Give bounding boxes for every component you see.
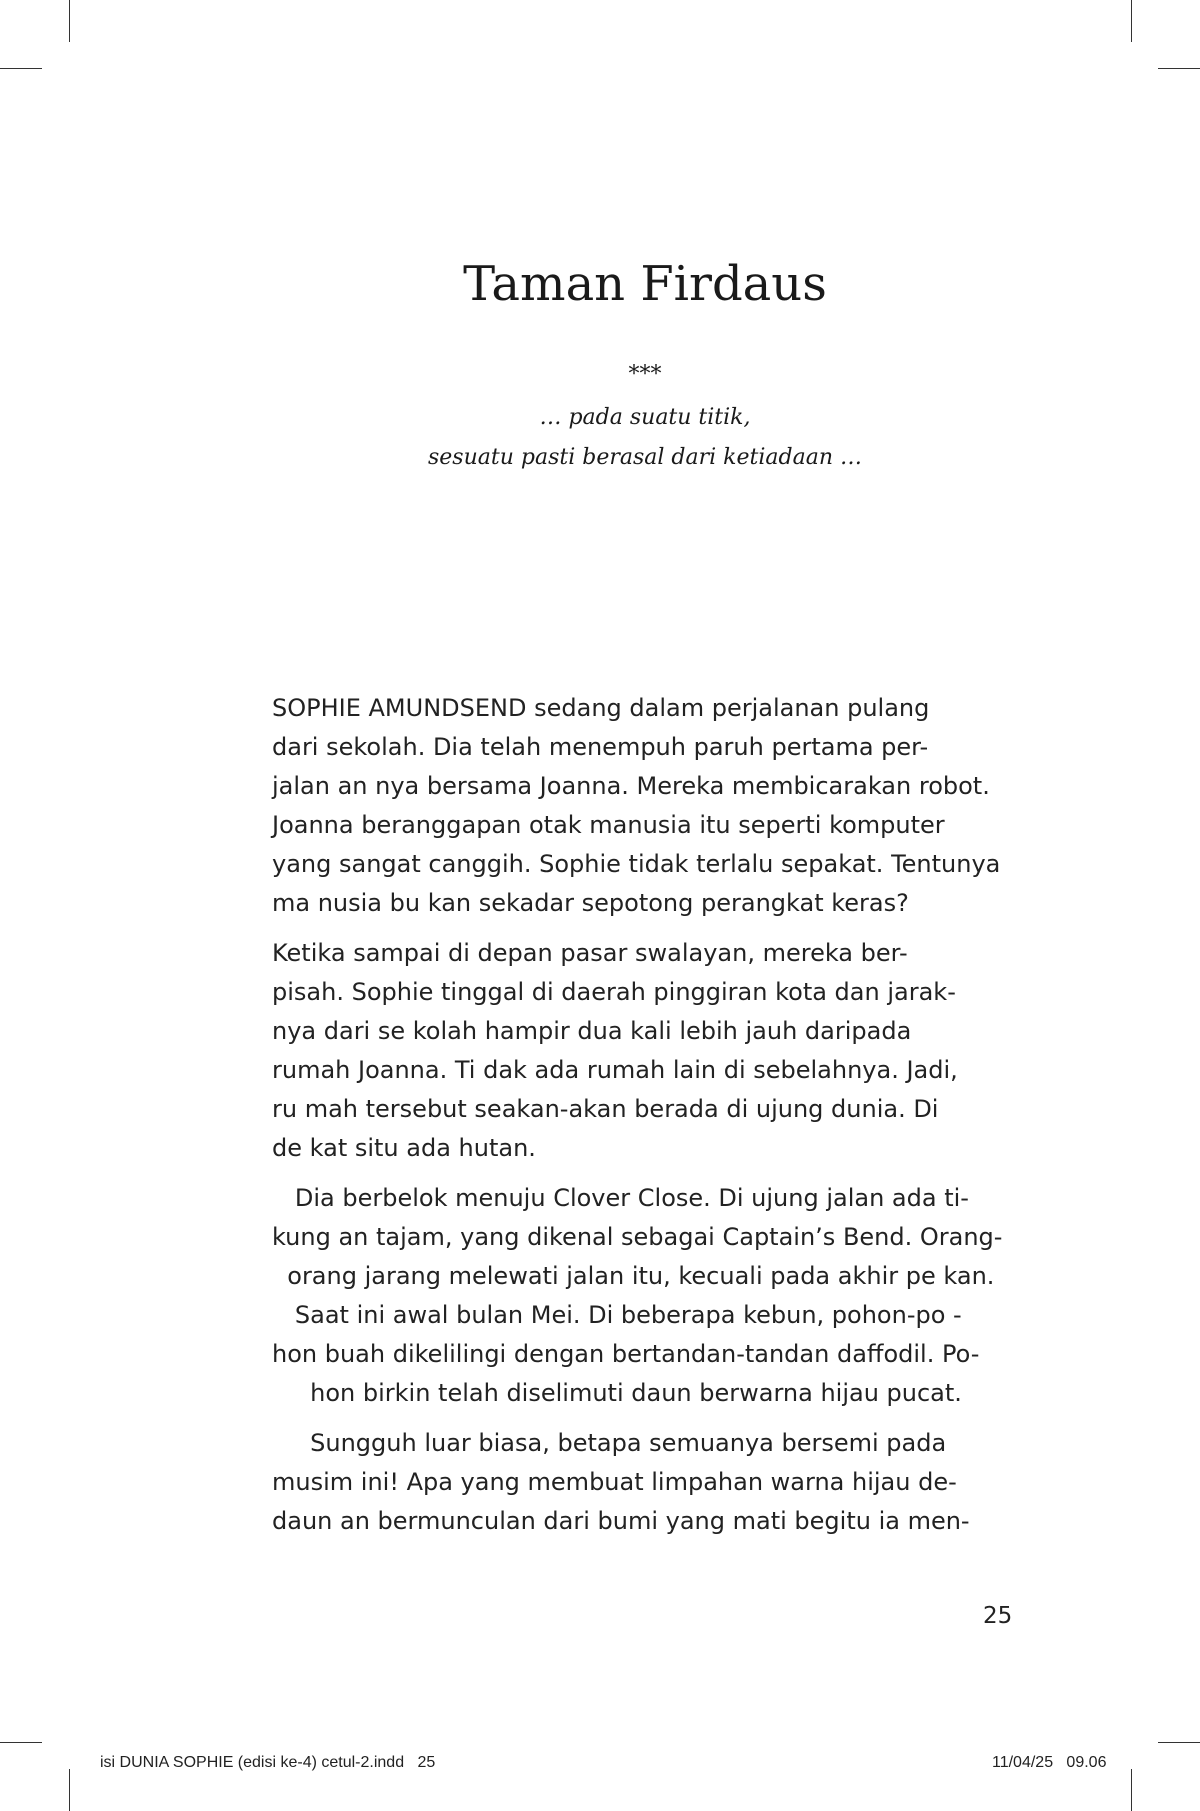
body-line: ru mah tersebut seakan-akan berada di ujung dunia. Di (272, 1095, 939, 1123)
body-line: SOPHIE AMUNDSEND sedang dalam perjalanan pulang (272, 694, 930, 722)
body-line: Joanna beranggapan otak manusia itu seperti komputer (272, 811, 945, 839)
crop-mark-bottom-right (1131, 1769, 1132, 1811)
body-line: musim ini! Apa yang membuat limpahan warna hijau de- (272, 1468, 957, 1496)
body-line: hon buah dikelilingi dengan bertandan-tandan daffodil. Po- (272, 1340, 980, 1368)
body-line: Dia berbelok menuju Clover Close. Di ujung jalan ada ti- (272, 1184, 969, 1212)
body-line: yang sangat canggih. Sophie tidak terlalu sepakat. Tentunya (272, 850, 1001, 878)
body-line: Ketika sampai di depan pasar swalayan, mereka ber- (272, 939, 908, 967)
epigraph (0, 398, 1200, 478)
paragraph-gap (272, 923, 1072, 934)
body-line: nya dari se kolah hampir dua kali lebih jauh daripada (272, 1017, 912, 1045)
body-line: Sungguh luar biasa, betapa semuanya bersemi pada (272, 1429, 947, 1457)
slug-datetime: 11/04/25 09.06 (992, 1754, 1107, 1771)
section-ornament: *** (628, 362, 662, 387)
body-line: jalan an nya bersama Joanna. Mereka membicarakan robot. (272, 772, 990, 800)
crop-mark-bottom-left-h (0, 1742, 42, 1743)
body-line: pisah. Sophie tinggal di daerah pinggiran kota dan jarak- (272, 978, 956, 1006)
body-line: hon birkin telah diselimuti daun berwarna hijau pucat. (272, 1379, 962, 1407)
chapter-title: Taman Firdaus (463, 256, 827, 312)
epigraph-line: … pada suatu titik, (539, 405, 751, 430)
crop-mark-bottom-right-h (1158, 1742, 1200, 1743)
body-line: kung an tajam, yang dikenal sebagai Captain’s Bend. Orang- (272, 1223, 1003, 1251)
slug-filename: isi DUNIA SOPHIE (edisi ke-4) cetul-2.indd 25 (100, 1754, 436, 1771)
epigraph-line: sesuatu pasti berasal dari ketiadaan … (428, 445, 862, 470)
crop-mark-top-right (1131, 0, 1132, 42)
body-line: dari sekolah. Dia telah menempuh paruh pertama per- (272, 733, 929, 761)
body-line: orang jarang melewati jalan itu, kecuali pada akhir pe kan. (272, 1262, 995, 1290)
body-line: daun an bermunculan dari bumi yang mati begitu ia men- (272, 1507, 970, 1535)
body-line: rumah Joanna. Ti dak ada rumah lain di sebelahnya. Jadi, (272, 1056, 958, 1084)
body-line: Saat ini awal bulan Mei. Di beberapa kebun, pohon-po - (272, 1301, 962, 1329)
crop-mark-top-left (69, 0, 70, 42)
paragraph-gap (272, 1413, 1072, 1424)
paragraph-gap (272, 1168, 1072, 1179)
body-line: de kat situ ada hutan. (272, 1134, 536, 1162)
crop-mark-bottom-left (69, 1769, 70, 1811)
body-text (272, 689, 1072, 1541)
crop-mark-top-right-h (1158, 68, 1200, 69)
body-line: ma nusia bu kan sekadar sepotong perangkat keras? (272, 889, 909, 917)
crop-mark-top-left-h (0, 68, 42, 69)
page-number: 25 (983, 1603, 1013, 1629)
